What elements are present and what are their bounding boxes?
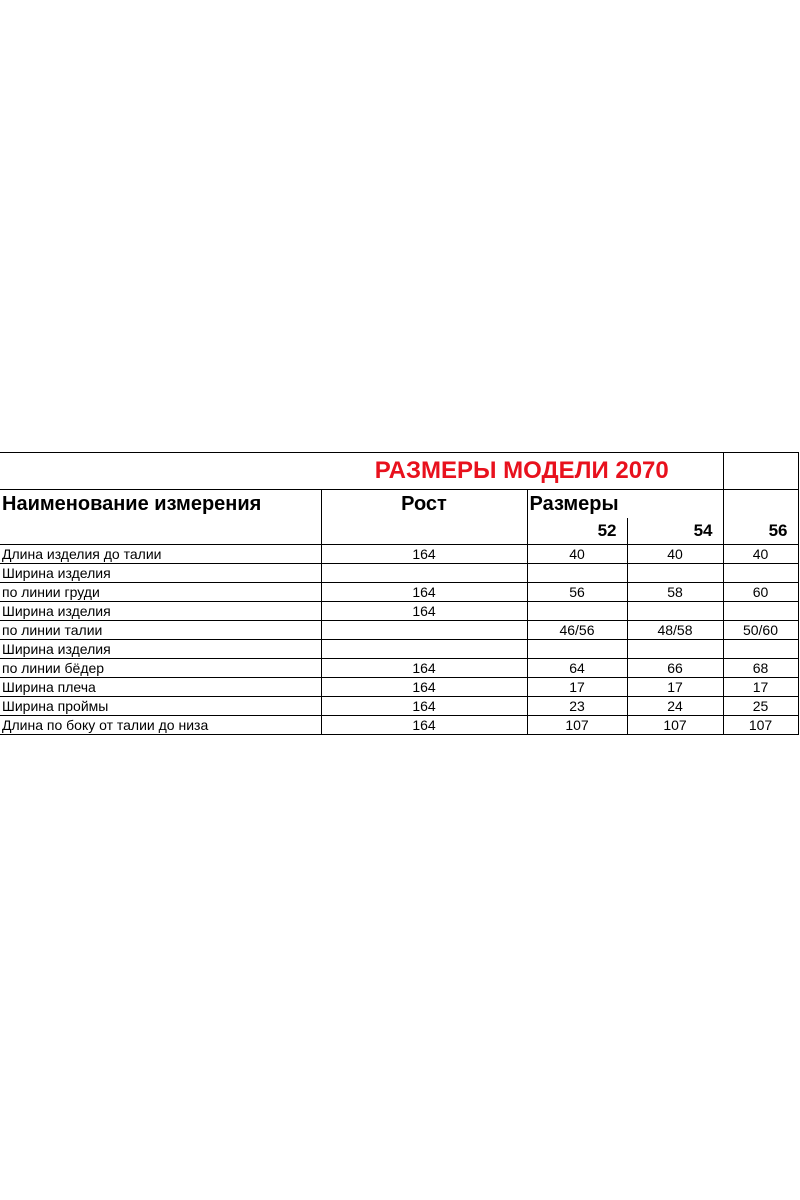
size-56-value: 40 bbox=[723, 545, 798, 564]
table-row bbox=[0, 602, 798, 621]
height-value bbox=[321, 640, 527, 659]
size-54-value bbox=[627, 602, 723, 621]
header-empty-last bbox=[723, 490, 798, 519]
header-sizes: Размеры bbox=[527, 490, 627, 519]
size-chart-table bbox=[0, 452, 799, 735]
size-label: 52 bbox=[527, 518, 627, 545]
height-value: 164 bbox=[321, 545, 527, 564]
size-56-value: 17 bbox=[723, 678, 798, 697]
title-spacer-right bbox=[723, 453, 798, 490]
size-row-spacer bbox=[0, 518, 321, 545]
size-54-value: 66 bbox=[627, 659, 723, 678]
measurement-name: Длина изделия до талии bbox=[0, 545, 321, 564]
size-52-value: 23 bbox=[527, 697, 627, 716]
measurement-name: Ширина проймы bbox=[0, 697, 321, 716]
size-56-value bbox=[723, 602, 798, 621]
title-row bbox=[0, 453, 798, 490]
height-value bbox=[321, 564, 527, 583]
header-empty bbox=[627, 490, 723, 519]
size-54-value bbox=[627, 564, 723, 583]
size-54-value: 40 bbox=[627, 545, 723, 564]
table-row bbox=[0, 583, 798, 602]
height-value: 164 bbox=[321, 697, 527, 716]
table-row bbox=[0, 621, 798, 640]
size-numbers-row bbox=[0, 518, 798, 545]
header-row bbox=[0, 490, 798, 519]
size-56-value: 107 bbox=[723, 716, 798, 735]
size-56-value: 50/60 bbox=[723, 621, 798, 640]
table-row bbox=[0, 640, 798, 659]
size-label: 54 bbox=[627, 518, 723, 545]
size-54-value: 17 bbox=[627, 678, 723, 697]
height-value: 164 bbox=[321, 602, 527, 621]
size-54-value: 48/58 bbox=[627, 621, 723, 640]
size-52-value: 40 bbox=[527, 545, 627, 564]
size-56-value bbox=[723, 564, 798, 583]
size-56-value: 68 bbox=[723, 659, 798, 678]
size-56-value: 25 bbox=[723, 697, 798, 716]
measurement-name: по линии бёдер bbox=[0, 659, 321, 678]
size-54-value bbox=[627, 640, 723, 659]
table-title: РАЗМЕРЫ МОДЕЛИ 2070 bbox=[321, 453, 723, 490]
size-52-value: 46/56 bbox=[527, 621, 627, 640]
height-value: 164 bbox=[321, 659, 527, 678]
measurement-name: по линии талии bbox=[0, 621, 321, 640]
header-height: Рост bbox=[321, 490, 527, 519]
size-52-value: 17 bbox=[527, 678, 627, 697]
size-54-value: 24 bbox=[627, 697, 723, 716]
measurement-name: Ширина плеча bbox=[0, 678, 321, 697]
size-54-value: 58 bbox=[627, 583, 723, 602]
height-value: 164 bbox=[321, 678, 527, 697]
table-row bbox=[0, 545, 798, 564]
measurement-name: по линии груди bbox=[0, 583, 321, 602]
size-52-value: 64 bbox=[527, 659, 627, 678]
header-measurement-name: Наименование измерения bbox=[0, 490, 321, 519]
table-row bbox=[0, 659, 798, 678]
table-row bbox=[0, 716, 798, 735]
size-row-height-spacer bbox=[321, 518, 527, 545]
size-52-value: 56 bbox=[527, 583, 627, 602]
size-54-value: 107 bbox=[627, 716, 723, 735]
measurement-name: Ширина изделия bbox=[0, 602, 321, 621]
height-value bbox=[321, 621, 527, 640]
measurement-name: Длина по боку от талии до низа bbox=[0, 716, 321, 735]
table-row bbox=[0, 697, 798, 716]
size-chart-sheet bbox=[0, 452, 800, 735]
size-52-value bbox=[527, 602, 627, 621]
size-52-value bbox=[527, 564, 627, 583]
size-52-value bbox=[527, 640, 627, 659]
measurement-name: Ширина изделия bbox=[0, 564, 321, 583]
size-56-value: 60 bbox=[723, 583, 798, 602]
table-row bbox=[0, 678, 798, 697]
size-56-value bbox=[723, 640, 798, 659]
measurement-name: Ширина изделия bbox=[0, 640, 321, 659]
title-spacer bbox=[0, 453, 321, 490]
size-52-value: 107 bbox=[527, 716, 627, 735]
height-value: 164 bbox=[321, 583, 527, 602]
size-label: 56 bbox=[723, 518, 798, 545]
height-value: 164 bbox=[321, 716, 527, 735]
table-row bbox=[0, 564, 798, 583]
